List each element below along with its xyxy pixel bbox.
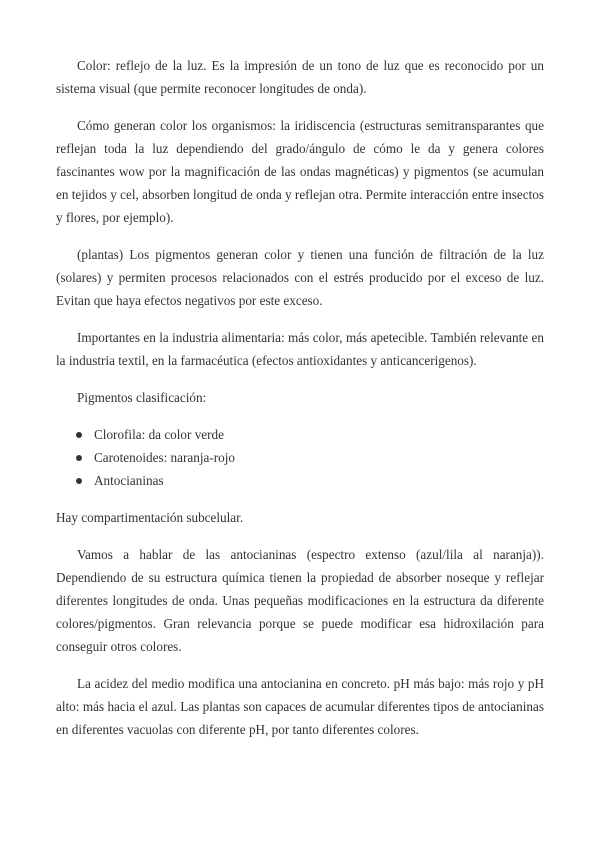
document-body — [56, 54, 544, 755]
bullet-icon — [76, 432, 82, 438]
list-item-text: Clorofila: da color verde — [94, 427, 224, 442]
paragraph-pigment-classification-heading: Pigmentos clasificación: — [77, 390, 207, 405]
list-item-text: Antocianinas — [94, 473, 164, 488]
paragraph-how-organisms-generate-color: Cómo generan color los organismos: la iridiscencia (estructuras semitransparantes que reflejan toda la luz dependiendo del grado/ángulo de cómo le da y genera colores fascinantes wow por la magnificación de las ondas magnéticas) y pigmentos (se acumulan en tejidos y cel, absorben longitud de onda y reflejan otra. Permite interacción entre insectos y flores, por ejemplo). — [56, 118, 544, 225]
bullet-icon — [76, 478, 82, 484]
list-item — [56, 446, 544, 469]
paragraph-anthocyanins: Vamos a hablar de las antocianinas (espectro extenso (azul/lila al naranja)). Dependiendo de su estructura química tienen la propiedad de absorber noseque y reflejar diferentes longitudes de onda. Unas pequeñas modificaciones en la estructura da diferente colores/pigmentos. Gran relevancia porque se puede modificar esa hidroxilación para conseguir otros colores. — [56, 547, 544, 654]
list-item — [56, 469, 544, 492]
list-item-text: Carotenoides: naranja-rojo — [94, 450, 235, 465]
pigment-list — [56, 423, 544, 492]
paragraph-acidity-ph: La acidez del medio modifica una antocianina en concreto. pH más bajo: más rojo y pH alto: más hacia el azul. Las plantas son capaces de acumular diferentes tipos de antocianinas en diferentes vacuolas con diferente pH, por tanto diferentes colores. — [56, 676, 544, 737]
paragraph-subcellular-compartmentation: Hay compartimentación subcelular. — [56, 510, 244, 525]
list-item — [56, 423, 544, 446]
paragraph-color-definition: Color: reflejo de la luz. Es la impresión de un tono de luz que es reconocido por un sistema visual (que permite reconocer longitudes de onda). — [56, 58, 544, 96]
paragraph-plant-pigments: (plantas) Los pigmentos generan color y tienen una función de filtración de la luz (solares) y permiten procesos relacionados con el estrés producido por el exceso de luz. Evitan que haya efectos negativos por este exceso. — [56, 247, 544, 308]
bullet-icon — [76, 455, 82, 461]
paragraph-industry-importance: Importantes en la industria alimentaria: más color, más apetecible. También relevante en la industria textil, en la farmacéutica (efectos antioxidantes y anticancerigenos). — [56, 330, 544, 368]
